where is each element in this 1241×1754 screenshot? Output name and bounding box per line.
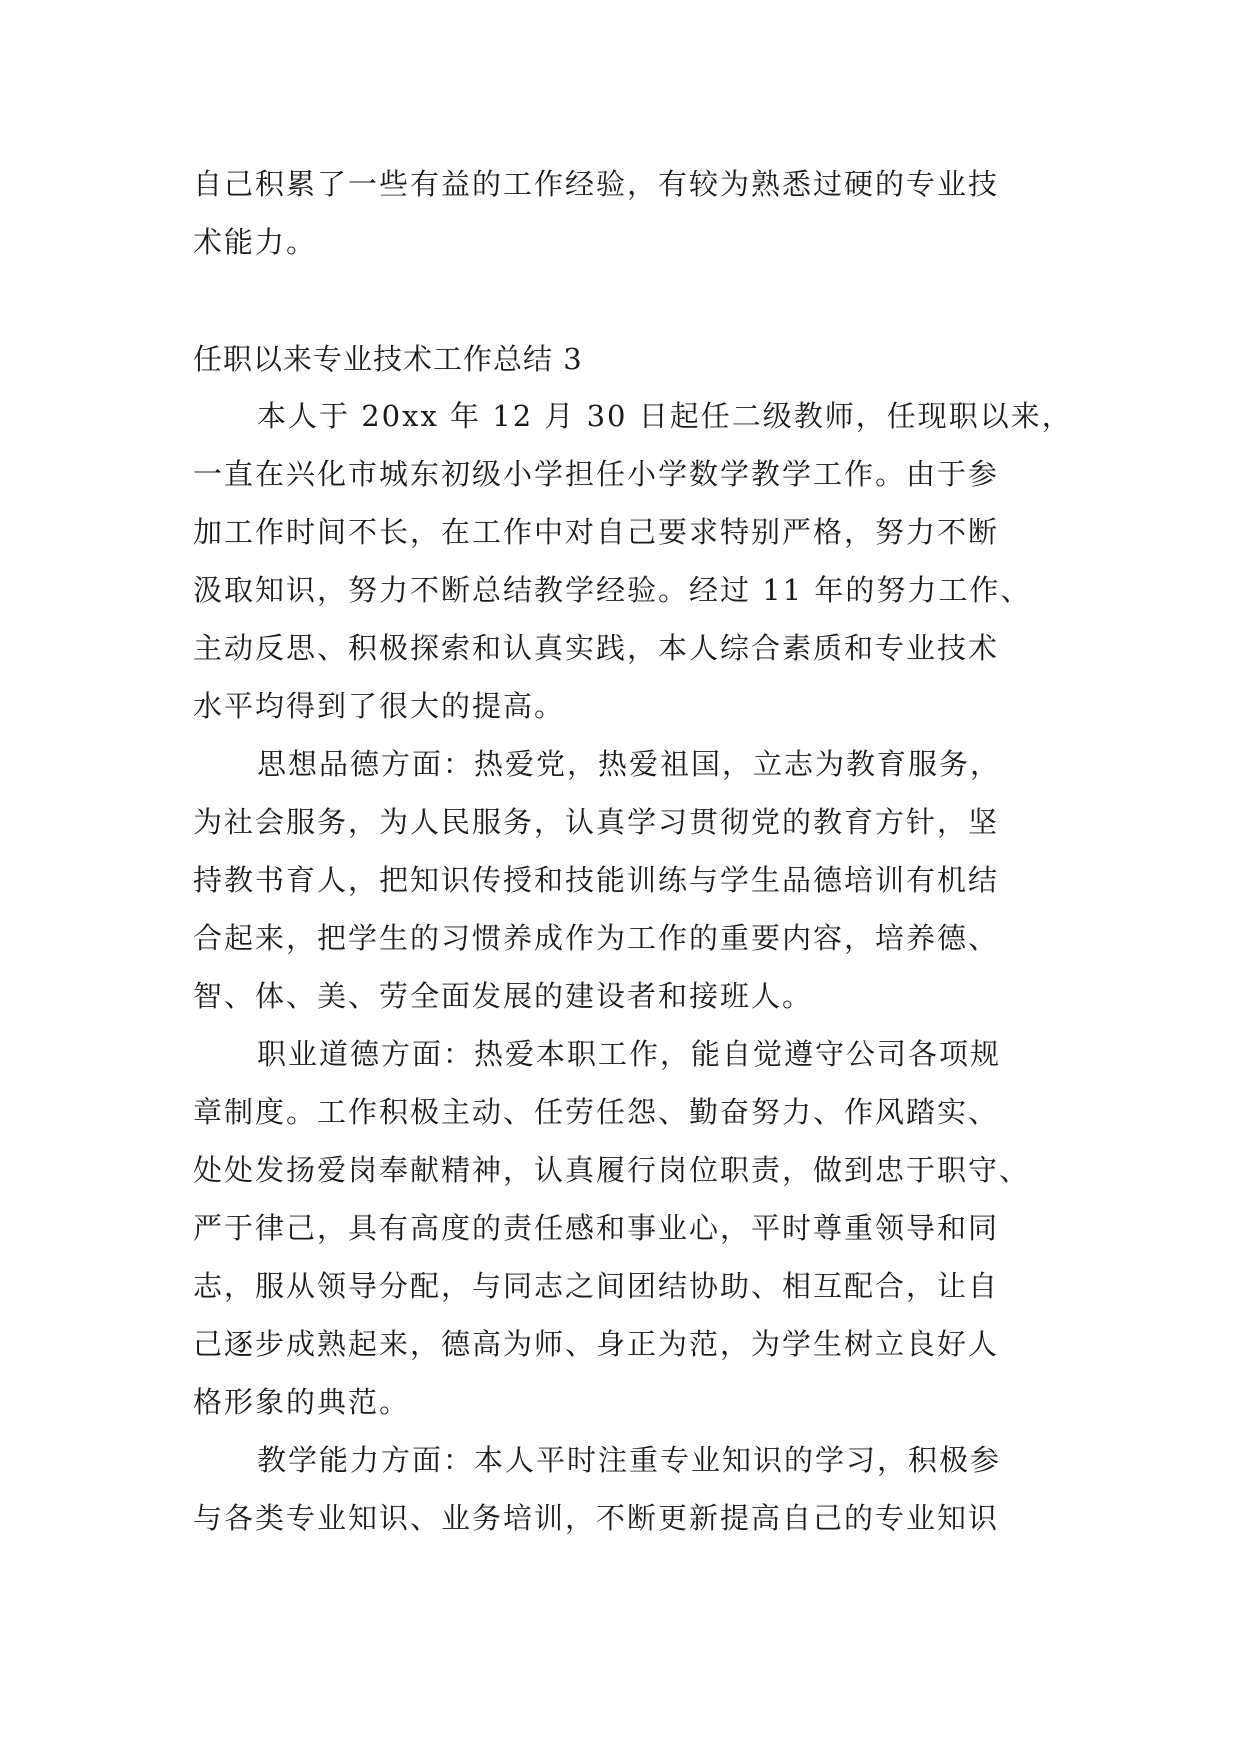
- text-line: 章制度。工作积极主动、任劳任怨、勤奋努力、作风踏实、: [193, 1095, 1000, 1129]
- text-line: 水平均得到了很大的提高。: [193, 689, 566, 723]
- text-line: 格形象的典范。: [193, 1385, 411, 1419]
- text-line: 主动反思、积极探索和认真实践，本人综合素质和专业技术: [193, 631, 1000, 665]
- text-line: 己逐步成熟起来，德高为师、身正为范，为学生树立良好人: [193, 1327, 1000, 1361]
- text-line: 职业道德方面：热爱本职工作，能自觉遵守公司各项规: [257, 1037, 1002, 1071]
- text-line: 志，服从领导分配，与同志之间团结协助、相互配合，让自: [193, 1269, 1000, 1303]
- text-line: 持教书育人，把知识传授和技能训练与学生品德培训有机结: [193, 863, 1000, 897]
- text-line: 汲取知识，努力不断总结教学经验。经过 11 年的努力工作、: [193, 573, 1032, 607]
- text-line: 处处发扬爱岗奉献精神，认真履行岗位职责，做到忠于职守、: [193, 1153, 1031, 1187]
- text-line: 一直在兴化市城东初级小学担任小学数学教学工作。由于参: [193, 457, 1000, 491]
- text-line: 智、体、美、劳全面发展的建设者和接班人。: [193, 979, 814, 1013]
- text-line: 思想品德方面：热爱党，热爱祖国，立志为教育服务，: [257, 747, 1002, 781]
- text-line: 严于律己，具有高度的责任感和事业心，平时尊重领导和同: [193, 1211, 1000, 1245]
- text-line: 术能力。: [193, 225, 318, 259]
- text-line: 教学能力方面：本人平时注重专业知识的学习，积极参: [257, 1443, 1002, 1477]
- text-line: 为社会服务，为人民服务，认真学习贯彻党的教育方针，坚: [193, 805, 1000, 839]
- text-line: 本人于 20xx 年 12 月 30 日起任二级教师，任现职以来，: [257, 399, 1073, 433]
- text-line: 自己积累了一些有益的工作经验，有较为熟悉过硬的专业技: [193, 167, 1000, 201]
- text-line: 加工作时间不长，在工作中对自己要求特别严格，努力不断: [193, 515, 1000, 549]
- text-line: 合起来，把学生的习惯养成作为工作的重要内容，培养德、: [193, 921, 1000, 955]
- section-heading: 任职以来专业技术工作总结 3: [193, 342, 583, 376]
- text-line: 与各类专业知识、业务培训，不断更新提高自己的专业知识: [193, 1501, 1000, 1535]
